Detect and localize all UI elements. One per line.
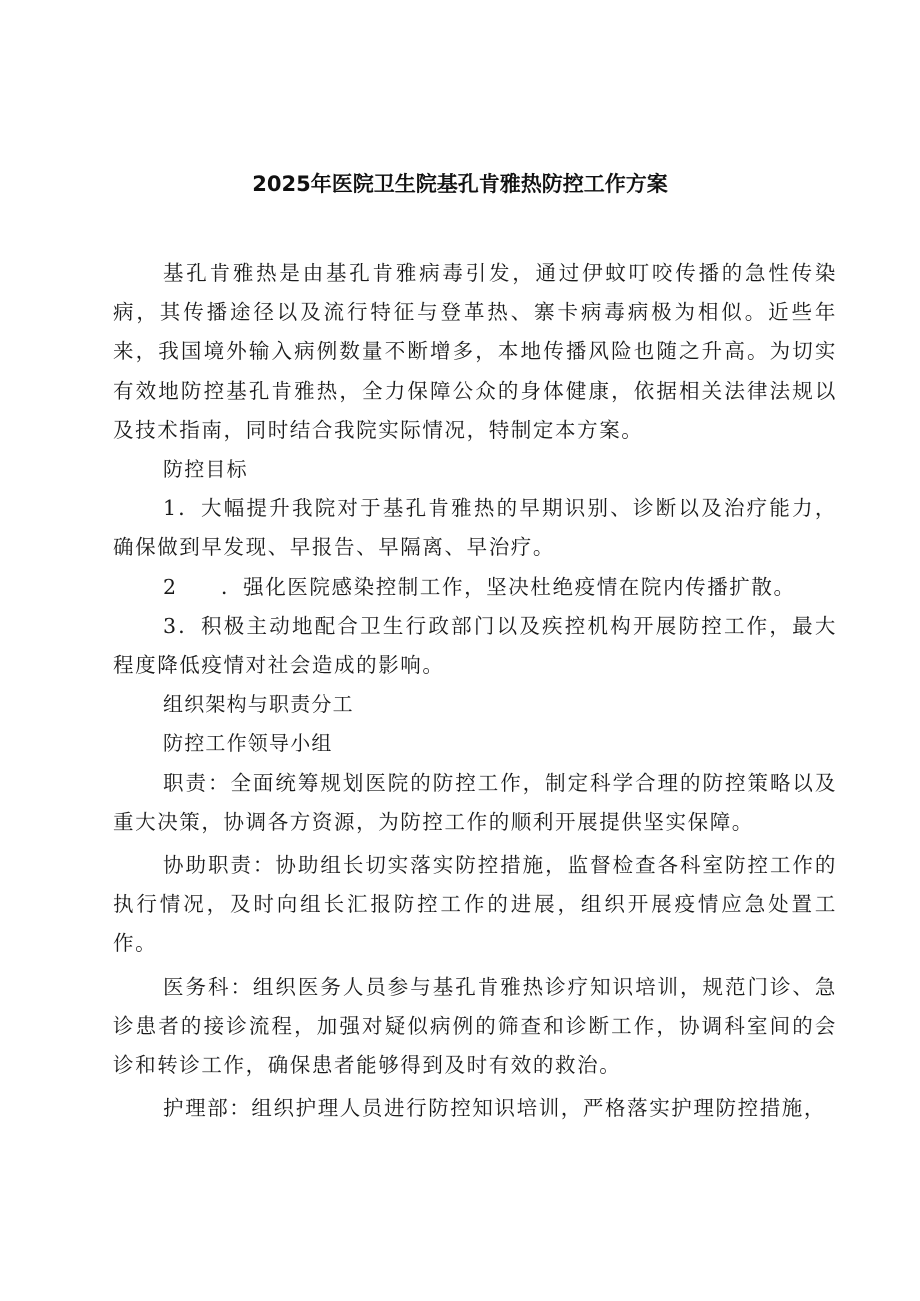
assist-duty-paragraph: 协助职责：协助组长切实落实防控措施，监督检查各科室防控工作的执行情况，及时向组长汇报防控工作的进展，组织开展疫情应急处置工作。	[113, 853, 837, 956]
goal-item-1: 1．大幅提升我院对于基孔肯雅热的早期识别、诊断以及治疗能力，确保做到早发现、早报告、早隔离、早治疗。	[113, 496, 837, 560]
subsection-heading-leadership: 防控工作领导小组	[163, 731, 333, 756]
nursing-department-paragraph: 护理部：组织护理人员进行防控知识培训，严格落实护理防控措施，	[163, 1096, 826, 1121]
document-title: 2025年医院卫生院基孔肯雅热防控工作方案	[252, 172, 668, 196]
section-heading-organization: 组织架构与职责分工	[163, 692, 354, 717]
goal-item-2	[113, 568, 837, 607]
goal-item-2-text: ．强化医院感染控制工作，坚决杜绝疫情在院内传播扩散。	[221, 574, 796, 599]
leadership-duty-paragraph: 职责：全面统筹规划医院的防控工作，制定科学合理的防控策略以及重大决策，协调各方资源，为防控工作的顺利开展提供坚实保障。	[113, 770, 837, 834]
intro-paragraph: 基孔肯雅热是由基孔肯雅病毒引发，通过伊蚊叮咬传播的急性传染病，其传播途径以及流行特征与登革热、寨卡病毒病极为相似。近些年来，我国境外输入病例数量不断增多，本地传播风险也随之升高。为切实有效地防控基孔肯雅热，全力保障公众的身体健康，依据相关法律法规以及技术指南，同时结合我院实际情况，特制定本方案。	[113, 261, 837, 442]
goal-item-2-number: 2	[163, 574, 178, 599]
medical-affairs-paragraph: 医务科：组织医务人员参与基孔肯雅热诊疗知识培训，规范门诊、急诊患者的接诊流程，加强对疑似病例的筛查和诊断工作，协调科室间的会诊和转诊工作，确保患者能够得到及时有效的救治。	[113, 974, 837, 1078]
goal-item-3: 3．积极主动地配合卫生行政部门以及疾控机构开展防控工作，最大程度降低疫情对社会造成的影响。	[113, 613, 837, 678]
document-body	[113, 254, 837, 1128]
section-heading-goals: 防控目标	[163, 457, 248, 482]
